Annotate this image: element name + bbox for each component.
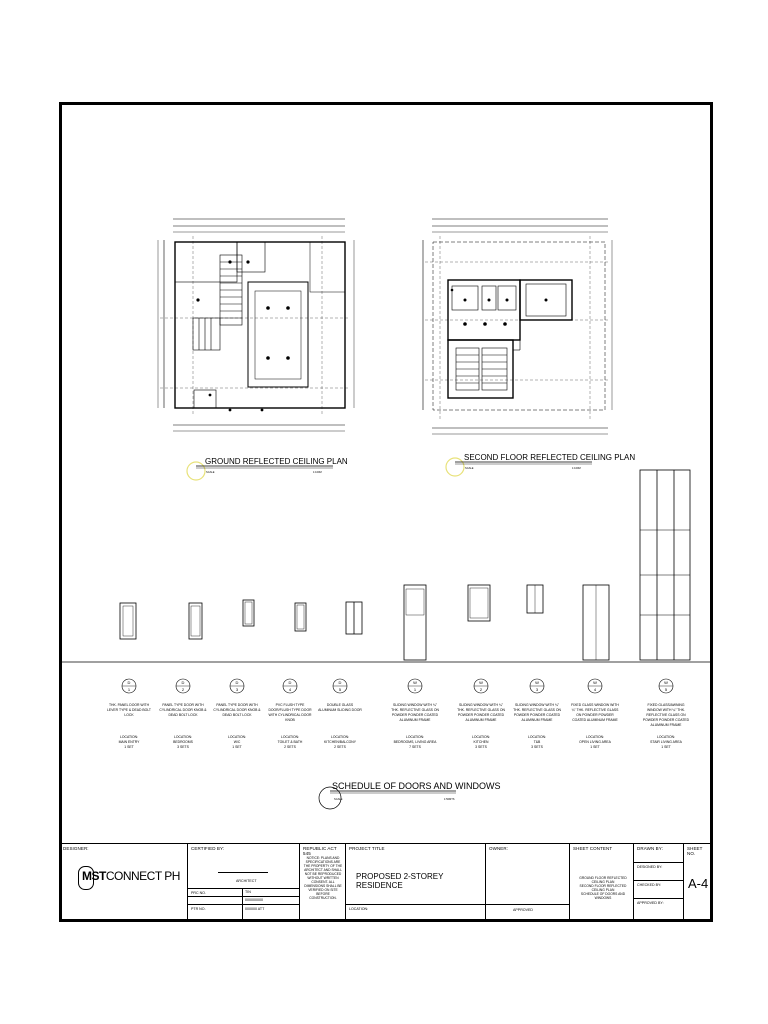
republic-act-note: NOTICE: PLANS AND SPECIFICATIONS ARE THE PROPERTY OF THE ARCHITECT AND SHALL NOT BE REPRODUCED WITHOUT WRITTEN CONSENT. ALL DIMENSIONS SHALL BE VERIFIED ON SITE BEFORE CONSTRUCTION. [303,856,343,900]
door-description-line: PVC FLUSH TYPE [275,703,305,707]
door-5 [318,679,362,749]
signature-line [218,872,268,873]
door-description-line: THK. PANEL DOOR WITH [108,703,150,707]
door-mark-number: 4 [288,687,292,692]
designer-label: DESIGNER: [63,846,89,851]
door-mark-letter: D [288,680,292,685]
door-description-line: DEAD BOLT LOCK [168,713,198,717]
door-description-line: DEAD BOLT LOCK [222,713,252,717]
sheet-content-label: SHEET CONTENT [573,846,613,851]
window-location-line: BEDROOMS, LIVING AREA [393,740,437,744]
designer-cell [60,844,187,922]
approved-label: APPROVED [513,908,533,912]
window-description-line: ALUMINUM FRAME [650,723,682,727]
window-location-line: T&B [533,740,541,744]
window-mark-number: 4 [593,687,597,692]
door-description-line: ALUMINUM SLIDING DOOR [318,708,362,712]
certified-label: CERTIFIED BY: [191,846,225,851]
window-description-line: SLIDING WINDOW WITH ¼" [515,703,559,707]
window-3 [513,679,561,749]
sheet-no-label: SHEET NO. [687,846,703,856]
certified-cell [187,844,299,922]
door-mark-letter: D [127,680,131,685]
window-location-line: LOCATION: [405,735,425,739]
window-description-line: ¼" THK. REFLECTIVE GLASS [571,708,619,712]
ground-plan-scale-label: SCALE [206,471,215,474]
drawn-by-label: DRAWN BY: [637,846,663,851]
window-4 [571,679,619,749]
door-description-line: DOUBLE GLASS [326,703,354,707]
door-location-line: LOCATION: [330,735,350,739]
window-elevations [404,470,690,660]
window-location-line: LOCATION: [656,735,676,739]
sheet-number: A-4 [688,876,709,891]
door-1 [107,679,151,749]
door-4 [268,679,312,749]
door-mark-letter: D [235,680,239,685]
door-location-line: 1 SET [232,745,242,749]
window-mark-number: 2 [479,687,483,692]
door-location-line: KITCHEN/BALCONY [323,740,357,744]
window-description-line: THK. REFLECTIVE GLASS ON [391,708,439,712]
window-mark-letter: W [413,680,417,685]
door-mark-letter: D [181,680,185,685]
window-mark-letter: W [593,680,597,685]
door-mark-number: 5 [338,687,342,692]
window-description-line: SLIDING WINDOW WITH ¼" [459,703,503,707]
project-cell [345,844,485,922]
door-mark-number: 3 [235,687,239,692]
window-location-line: LOCATION: [471,735,491,739]
window-description-line: SLIDING WINDOW WITH ¼" [393,703,437,707]
door-location-line: TOILET & BATH [277,740,303,744]
window-location-line: LOCATION: [585,735,605,739]
window-description-line: COATED ALUMINUM FRAME [572,718,618,722]
window-description-line: FIXED GLASS/AWNING [647,703,685,707]
ground-plan-lights [196,260,289,411]
door-location-line: W/C [233,740,241,744]
window-location-line: STAIR LIVING AREA [650,740,682,744]
door-location-line: 1 SET [124,745,134,749]
door-mark-number: 2 [181,687,185,692]
door-3 [213,679,261,749]
prc-label: PRC NO. [191,891,206,895]
window-mark-letter: W [479,680,483,685]
owner-label: OWNER: [489,846,509,851]
signoff-cell [633,844,683,922]
door-description-line: PANEL TYPE DOOR WITH [162,703,204,707]
door-location-line: BEDROOMS [173,740,193,744]
owner-cell [485,844,569,922]
window-description-line: ALUMINUM FRAME [399,718,431,722]
door-description-line: LOCK [124,713,134,717]
architect-label: ARCHITECT [236,879,257,883]
window-description-line: FIXED GLASS WINDOW WITH [571,703,619,707]
window-description-line: POWDER POWDER COATED [457,713,505,717]
window-location-line: 1 SET [661,745,671,749]
window-description-line: THK. REFLECTIVE GLASS ON [513,708,561,712]
window-description-line: POWDER POWDER COATED [391,713,439,717]
sheet-content-cell [569,844,633,922]
second-ceiling-plan [423,219,612,434]
schedule-scale-value: 1:50MTS [444,798,455,801]
tin-value: 000000000 [245,898,263,902]
window-mark-number: 5 [664,687,668,692]
designed-by-label: DESIGNED BY: [637,865,663,869]
door-mark-number: 1 [127,687,131,692]
window-location-line: 1 SET [590,745,600,749]
ground-ceiling-plan [158,219,354,431]
window-description-line: POWDER POWDER COATED [642,718,690,722]
door-mark-letter: D [338,680,342,685]
door-description-line: LEVER TYPE & DEAD BOLT [107,708,151,712]
window-2 [457,679,505,749]
window-description-line: ALUMINUM FRAME [521,718,553,722]
tin-label: TIN [245,890,251,894]
title-block [60,843,712,922]
window-mark-number: 1 [413,687,417,692]
window-5 [643,679,690,749]
window-description-line: ALUMINUM FRAME [465,718,497,722]
sheet-number-cell [683,844,712,922]
approved-by-label: APPROVED BY: [637,901,664,905]
window-location-line: KITCHEN [473,740,489,744]
second-plan-scale-label: SCALE [465,467,474,470]
door-2 [159,679,207,749]
window-description-line: WINDOW WITH ¼" THK. [646,708,686,712]
door-description-line: CYLINDRICAL DOOR KNOB & [159,708,207,712]
window-location-line: 3 SETS [531,745,543,749]
schedule-scale-label: SCALE [334,798,343,801]
republic-act-cell [299,844,345,922]
door-elevations [120,600,362,639]
window-description-line: ON POWDER POWDER [576,713,614,717]
door-description-line: PANEL TYPE DOOR WITH [216,703,258,707]
door-location-line: LOCATION: [280,735,300,739]
window-location-line: OPEN LIVING AREA [579,740,611,744]
ground-plan-scale-value: 1:100M [313,471,322,474]
window-location-line: 7 SETS [409,745,421,749]
window-description-line: POWDER POWDER COATED [513,713,561,717]
door-description-line: WITH CYLINDRICAL DOOR [268,713,312,717]
window-location-line: 3 SETS [475,745,487,749]
schedule-items [107,679,690,749]
door-location-line: LOCATION: [173,735,193,739]
door-location-line: LOCATION: [227,735,247,739]
project-name: PROPOSED 2-STOREY RESIDENCE [356,872,444,890]
checked-by-label: CHECKED BY: [637,883,662,887]
door-location-line: MAIN ENTRY [118,740,140,744]
ground-plan-title: GROUND REFLECTED CEILING PLAN [205,457,348,466]
window-mark-number: 3 [535,687,539,692]
door-description-line: DOOR/FLUSH TYPE DOOR [268,708,312,712]
door-description-line: CYLINDRICAL DOOR KNOB & [213,708,261,712]
window-description-line: THK. REFLECTIVE GLASS ON [457,708,505,712]
brand-name: MSTCONNECT PH [82,869,180,883]
door-location-line: 2 SETS [334,745,346,749]
second-plan-title: SECOND FLOOR REFLECTED CEILING PLAN [464,453,636,462]
location-label: LOCATION: [349,907,369,911]
door-location-line: 3 SETS [177,745,189,749]
schedule-title: SCHEDULE OF DOORS AND WINDOWS [332,781,501,791]
sheet-content-lines: GROUND FLOOR REFLECTED CEILING PLAN SECOND FLOOR REFLECTED CEILING PLAN SCHEDULE OF DOORS AND WINDOWS [579,876,627,900]
door-location-line: 2 SETS [284,745,296,749]
ptr-value: 000000 ATT [245,907,265,911]
door-description-line: KNOB [285,718,295,722]
door-location-line: LOCATION: [119,735,139,739]
window-1 [391,679,439,749]
window-mark-letter: W [535,680,539,685]
window-location-line: LOCATION: [527,735,547,739]
project-title-label: PROJECT TITLE [349,846,385,851]
second-plan-scale-value: 1:100M [572,467,581,470]
republic-act-label: REPUBLIC ACT 545 [303,846,337,856]
window-mark-letter: W [664,680,668,685]
ptr-label: PTR NO. [191,907,206,911]
window-description-line: REFLECTIVE GLASS ON [646,713,686,717]
